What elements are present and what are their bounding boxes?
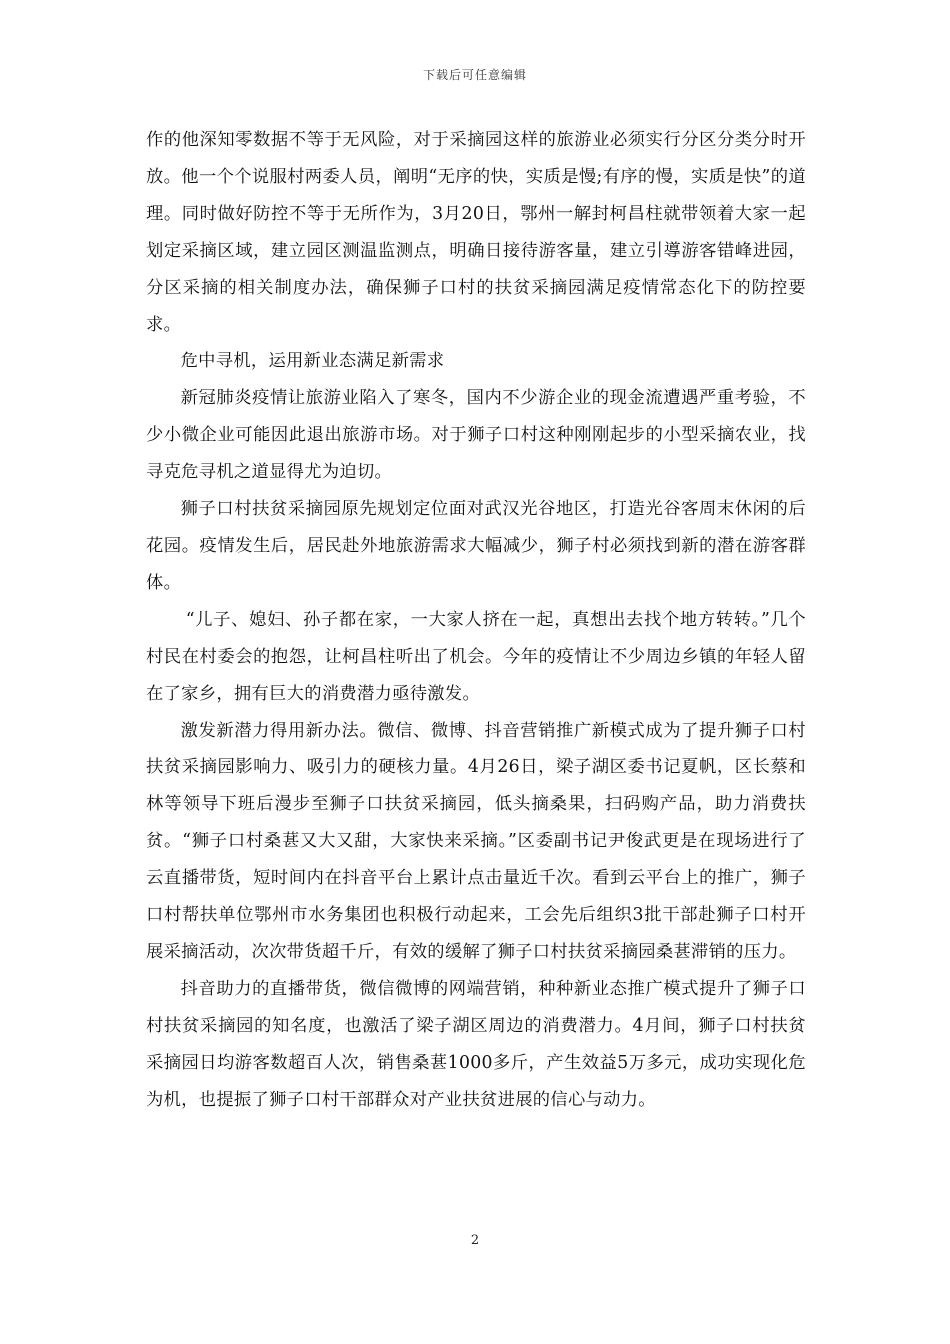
document-body bbox=[146, 122, 806, 1118]
section-heading: 危中寻机，运用新业态满足新需求 bbox=[180, 351, 445, 372]
paragraph-continuation: 作的他深知零数据不等于无风险，对于采摘园这样的旅游业必须实行分区分类分时开放。他一个个说服村两委人员，阐明“无序的快，实质是慢;有序的慢，实质是快”的道理。同时做好防控不等于无所作为，3月20日，鄂州一解封柯昌柱就带领着大家一起划定采摘区域，建立园区测温监测点，明确日接待游客量，建立引導游客错峰进园，分区采摘的相关制度办法，确保狮子口村的扶贫采摘园满足疫情常态化下的防控要求。 bbox=[146, 130, 806, 335]
paragraph: 新冠肺炎疫情让旅游业陷入了寒冬，国内不少游企业的现金流遭遇严重考验，不少小微企业可能因此退出旅游市场。对于狮子口村这种刚刚起步的小型采摘农业，找寻克危寻机之道显得尤为迫切。 bbox=[146, 388, 806, 483]
page-number: 2 bbox=[470, 1233, 480, 1248]
page-header: 下载后可任意编辑 bbox=[422, 68, 527, 82]
paragraph: 抖音助力的直播带货，微信微博的网端营销，种种新业态推广模式提升了狮子口村扶贫采摘园的知名度，也激活了梁子湖区周边的消费潜力。4月间，狮子口村扶贫采摘园日均游客数超百人次，销售桑葚1000多斤，产生效益5万多元，成功实现化危为机，也提振了狮子口村干部群众对产业扶贫进展的信心与动力。 bbox=[146, 978, 806, 1110]
paragraph: 激发新潜力得用新办法。微信、微博、抖音营销推广新模式成为了提升狮子口村扶贫采摘园影响力、吸引力的硬核力量。4月26日，梁子湖区委书记夏帆，区长蔡和林等领导下班后漫步至狮子口扶贫采摘园，低头摘桑果，扫码购产品，助力消费扶贫。“狮子口村桑葚又大又甜，大家快来采摘。”区委副书记尹俊武更是在现场进行了云直播带货，短时间内在抖音平台上累计点击量近千次。看到云平台上的推广，狮子口村帮扶单位鄂州市水务集团也积极行动起来，工会先后组织3批干部赴狮子口村开展采摘活动，次次带货超千斤，有效的缓解了狮子口村扶贫采摘园桑葚滞销的压力。 bbox=[146, 720, 806, 962]
paragraph: 狮子口村扶贫采摘园原先规划定位面对武汉光谷地区，打造光谷客周末休闲的后花园。疫情发生后，居民赴外地旅游需求大幅减少，狮子村必须找到新的潜在游客群体。 bbox=[146, 499, 806, 593]
paragraph-quote: “儿子、媳妇、孙子都在家，一大家人挤在一起，真想出去找个地方转转。”几个村民在村委会的抱怨，让柯昌柱听出了机会。今年的疫情让不少周边乡镇的年轻人留在了家乡，拥有巨大的消费潜力亟待激发。 bbox=[146, 609, 806, 704]
